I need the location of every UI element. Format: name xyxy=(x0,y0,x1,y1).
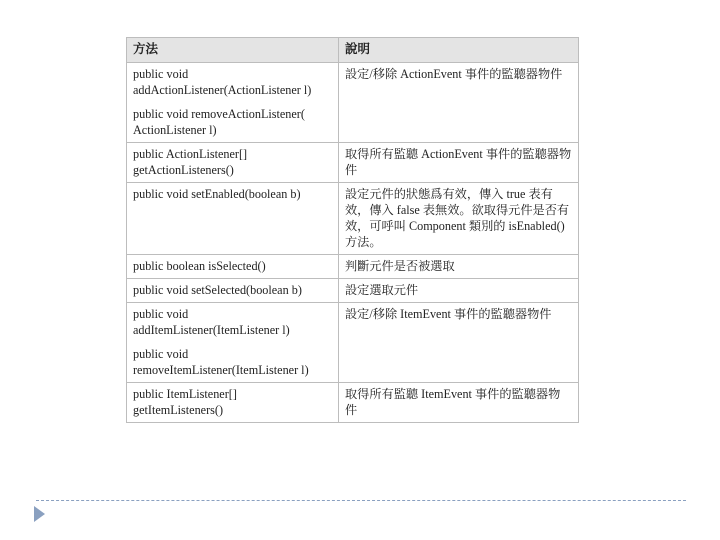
description-cell xyxy=(339,183,579,255)
header-description: 說明 xyxy=(339,38,579,63)
description-text: 設定/移除 ActionEvent 事件的監聽器物件 xyxy=(345,67,563,81)
method-cell xyxy=(127,255,339,279)
description-text: 設定元件的狀態爲有效，傳入 true 表有效，傳入 false 表無效。欲取得元件是否有效，可呼叫 Component 類別的 isEnabled()方法。 xyxy=(345,187,570,249)
triangle-right-icon xyxy=(34,506,45,522)
method-signature-line: removeItemListener(ItemListener l) xyxy=(133,363,309,377)
method-signature-line: ActionListener l) xyxy=(133,123,217,137)
method-signature-line: addActionListener(ActionListener l) xyxy=(133,83,312,97)
description-cell xyxy=(339,143,579,183)
description-text: 設定/移除 ItemEvent 事件的監聽器物件 xyxy=(345,307,552,321)
description-text: 設定選取元件 xyxy=(345,283,419,297)
description-cell xyxy=(339,303,579,383)
header-method: 方法 xyxy=(127,38,339,63)
description-cell xyxy=(339,255,579,279)
method-cell xyxy=(127,383,339,423)
method-signature-line: public void setEnabled(boolean b) xyxy=(133,187,301,201)
method-signature-line: public ItemListener[] xyxy=(133,387,237,401)
method-signature-line: public void xyxy=(133,347,189,361)
method-signature-line: public void xyxy=(133,67,189,81)
description-text: 取得所有監聽 ItemEvent 事件的監聽器物件 xyxy=(345,387,561,417)
method-signature-line: public void setSelected(boolean b) xyxy=(133,283,302,297)
method-table-container xyxy=(126,37,578,423)
description-cell xyxy=(339,63,579,143)
description-text: 判斷元件是否被選取 xyxy=(345,259,455,273)
method-signature-line: public void xyxy=(133,307,189,321)
method-cell xyxy=(127,63,339,143)
method-signature-line: getActionListeners() xyxy=(133,163,234,177)
method-cell xyxy=(127,183,339,255)
description-text: 取得所有監聽 ActionEvent 事件的監聽器物件 xyxy=(345,147,572,177)
method-signature-line: public ActionListener[] xyxy=(133,147,248,161)
method-signature-line: public boolean isSelected() xyxy=(133,259,266,273)
method-gap xyxy=(133,338,332,346)
table-row xyxy=(127,143,579,183)
table-row xyxy=(127,383,579,423)
table-row xyxy=(127,303,579,383)
table-row xyxy=(127,255,579,279)
table-body xyxy=(127,63,579,423)
table-row xyxy=(127,279,579,303)
description-cell xyxy=(339,279,579,303)
table-row xyxy=(127,63,579,143)
footer-divider xyxy=(36,500,686,501)
table-header-row xyxy=(127,38,579,63)
method-signature-line: addItemListener(ItemListener l) xyxy=(133,323,290,337)
method-cell xyxy=(127,143,339,183)
method-signature-line: public void removeActionListener( xyxy=(133,107,305,121)
method-cell xyxy=(127,279,339,303)
method-gap xyxy=(133,98,332,106)
description-cell xyxy=(339,383,579,423)
table-row xyxy=(127,183,579,255)
method-signature-line: getItemListeners() xyxy=(133,403,224,417)
method-cell xyxy=(127,303,339,383)
method-table xyxy=(126,37,579,423)
